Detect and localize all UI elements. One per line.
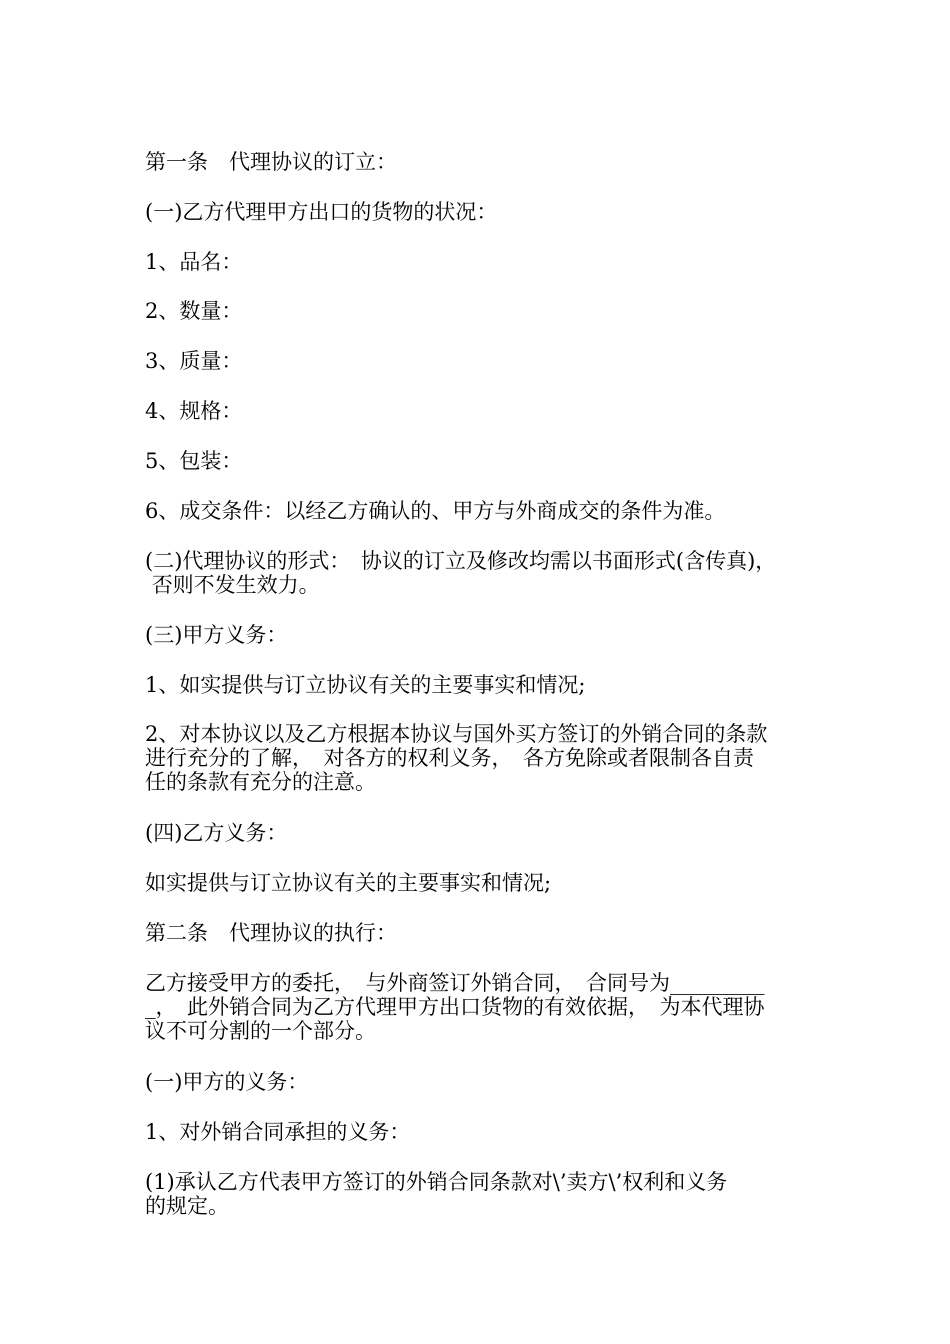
- party-a-duty-1: 1、如实提供与订立协议有关的主要事实和情况;: [145, 673, 586, 697]
- section-2-1-item-1-1: (1)承认乙方代表甲方签订的外销合同条款对\’卖方\’权利和义务 的规定。: [145, 1170, 728, 1218]
- item-quality: 3、质量：: [145, 349, 243, 373]
- section-2-1-item-1: 1、对外销合同承担的义务：: [145, 1120, 411, 1144]
- section-1-3-heading: (三)甲方义务：: [145, 623, 288, 647]
- article-2-body: 乙方接受甲方的委托， 与外商签订外销合同， 合同号为_________ _， 此外销合同为乙方代理甲方出口货物的有效依据， 为本代理协 议不可分割的一个部分。: [145, 971, 765, 1043]
- section-1-4-heading: (四)乙方义务：: [145, 821, 288, 845]
- item-trade-terms: 6、成交条件：以经乙方确认的、甲方与外商成交的条件为准。: [145, 499, 726, 523]
- item-specification: 4、规格：: [145, 399, 243, 423]
- section-1-1-heading: (一)乙方代理甲方出口的货物的状况：: [145, 200, 498, 224]
- item-product-name: 1、品名：: [145, 250, 243, 274]
- item-packaging: 5、包装：: [145, 449, 243, 473]
- item-quantity: 2、数量：: [145, 299, 243, 323]
- section-2-1-heading: (一)甲方的义务：: [145, 1070, 309, 1094]
- article-1-heading: 第一条 代理协议的订立：: [145, 150, 397, 174]
- article-2-heading: 第二条 代理协议的执行：: [145, 921, 397, 945]
- party-a-duty-2: 2、对本协议以及乙方根据本协议与国外买方签订的外销合同的条款 进行充分的了解， 对各方的权利义务， 各方免除或者限制各自责 任的条款有充分的注意。: [145, 722, 768, 794]
- section-1-2-form: (二)代理协议的形式： 协议的订立及修改均需以书面形式(含传真)， 否则不发生效力。: [145, 549, 777, 597]
- party-b-duty: 如实提供与订立协议有关的主要事实和情况;: [145, 871, 552, 895]
